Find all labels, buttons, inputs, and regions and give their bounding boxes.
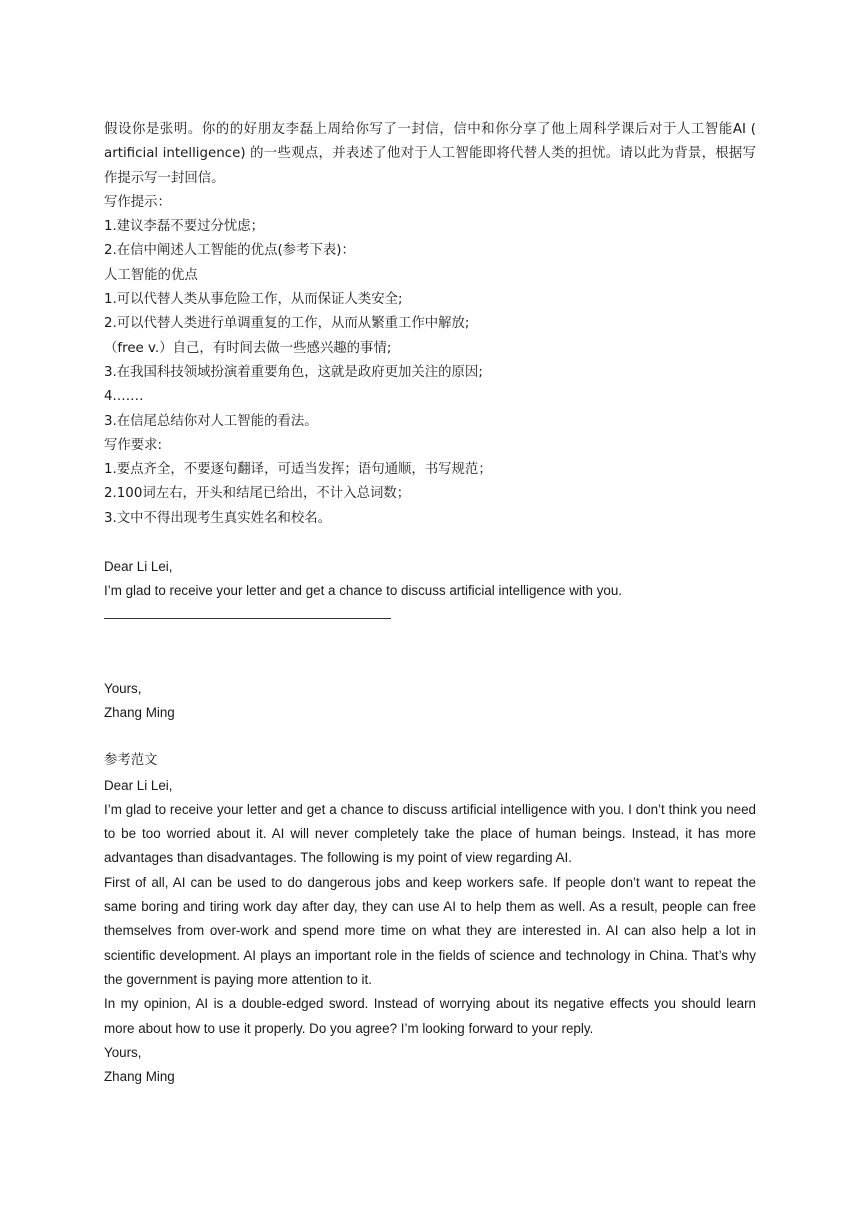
sample-paragraph-2: First of all, AI can be used to do dangerous jobs and keep workers safe. If people don’t want to repeat the same boring and tiring work day after day, they can use AI to help them as well. As a result, people can free themselves from over-work and spend more time on what they are interested in. AI can also help a lot in scientific development. AI plays an important role in the fields of science and technology in China. That’s why the government is paying more attention to it. [104, 874, 756, 987]
letter-opening: I’m glad to receive your letter and get a chance to discuss artificial intelligence with you. [104, 583, 623, 599]
requirements-title: 写作要求: [104, 437, 163, 453]
sample-paragraph-3: In my opinion, AI is a double-edged sword. Instead of worrying about its negative effects you should learn more about how to use it properly. Do you agree? I’m looking forward to your reply. [104, 996, 756, 1036]
hints-title: 写作提示： [104, 194, 171, 210]
advantage-1: 1.可以代替人类从事危险工作，从而保证人类安全; [104, 292, 403, 308]
letter-greeting: Dear Li Lei, [104, 559, 173, 575]
advantage-2: 2.可以代替人类进行单调重复的工作，从而从繁重工作中解放; [104, 316, 470, 332]
spacer [104, 725, 756, 749]
letter-closing: Yours, [104, 680, 142, 696]
sample-signature: Zhang Ming [104, 1069, 175, 1085]
sample-title: 参考范文 [104, 753, 158, 769]
sample-closing: Yours, [104, 1044, 142, 1060]
document-page [104, 118, 756, 1089]
requirement-3: 3.文中不得出现考生真实姓名和校名。 [104, 510, 332, 526]
letter-signature: Zhang Ming [104, 704, 175, 720]
sample-greeting: Dear Li Lei, [104, 777, 173, 793]
hint-3: 3.在信尾总结你对人工智能的看法。 [104, 413, 318, 429]
advantage-3: 3.在我国科技领域扮演着重要角色，这就是政府更加关注的原因; [104, 364, 483, 380]
requirement-1: 1.要点齐全，不要逐句翻译，可适当发挥；语句通顺，书写规范； [104, 462, 492, 478]
hint-2: 2.在信中阐述人工智能的优点(参考下表)： [104, 243, 355, 259]
spacer [104, 531, 756, 555]
prompt-intro: 假设你是张明。你的的好朋友李磊上周给你写了一封信，信中和你分享了他上周科学课后对于人工智能AI ( artificial intelligence) 的一些观点，并表述了他对于人工智能即将代替人类的担忧。请以此为背景，根据写作提示写一封回信。 [104, 122, 756, 186]
answer-blank-line [104, 604, 391, 619]
advantage-4: 4.…… [104, 389, 144, 405]
hint-1: 1.建议李磊不要过分忧虑； [104, 219, 265, 235]
requirement-2: 2.100词左右，开头和结尾已给出，不计入总词数； [104, 486, 411, 502]
advantages-title: 人工智能的优点 [104, 267, 198, 283]
sample-paragraph-1: I’m glad to receive your letter and get a chance to discuss artificial intelligence with you. I don’t think you need to be too worried about it. AI will never completely take the place of human beings. Instead, it has more advantages than disadvantages. The following is my point of view regarding AI. [104, 801, 756, 866]
advantage-2-continued: （free v.）自己，有时间去做一些感兴趣的事情; [104, 340, 392, 356]
spacer [104, 629, 756, 677]
